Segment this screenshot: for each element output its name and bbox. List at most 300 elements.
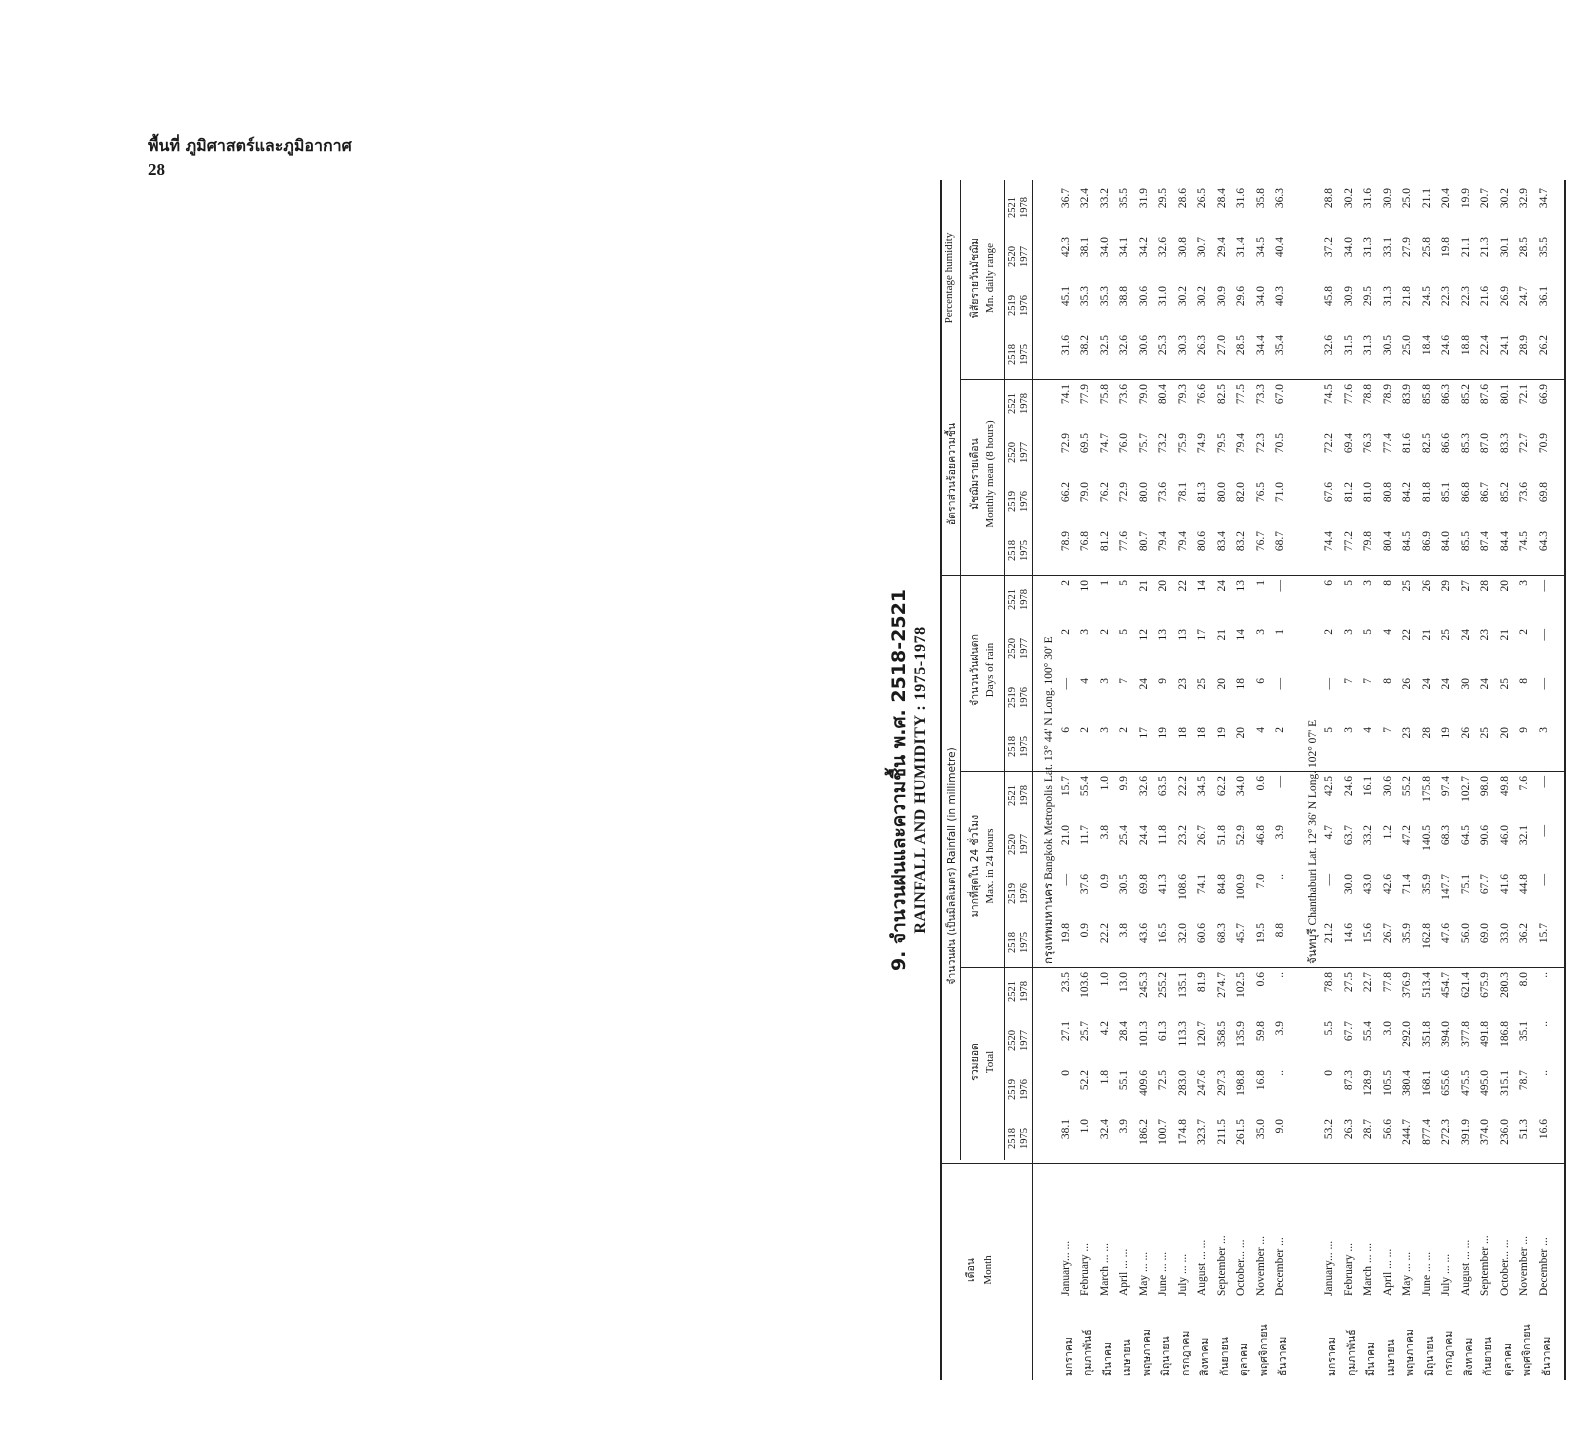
- table-cell: 41.3: [1157, 874, 1169, 895]
- table-cell: 22.4: [1479, 335, 1491, 356]
- table-cell: —: [1059, 874, 1072, 886]
- year-be-label: 2521: [1007, 785, 1018, 806]
- table-cell: 84.0: [1440, 531, 1452, 552]
- table-cell: 38.2: [1079, 335, 1091, 356]
- table-cell: 9.0: [1274, 1119, 1286, 1134]
- table-cell: 9: [1518, 727, 1530, 733]
- table-cell: 23: [1401, 727, 1413, 739]
- month-name-thai: ธันวาคม: [1540, 1336, 1553, 1376]
- table-cell: 491.8: [1479, 1021, 1491, 1047]
- month-name-english: October... ...: [1498, 1239, 1511, 1296]
- month-name-thai: พฤษภาคม: [1404, 1329, 1416, 1376]
- month-name-thai: ธันวาคม: [1277, 1336, 1289, 1376]
- table-cell: 80.7: [1137, 531, 1150, 552]
- table-cell: 87.3: [1342, 1070, 1355, 1091]
- table-cell: 77.4: [1381, 433, 1394, 454]
- table-cell: 29.4: [1215, 237, 1228, 258]
- month-name-english: January... ...: [1323, 1240, 1335, 1296]
- table-cell: 20: [1498, 727, 1511, 739]
- table-cell: 15.7: [1537, 923, 1550, 944]
- table-cell: 73.6: [1518, 482, 1530, 503]
- table-cell: 72.5: [1157, 1070, 1169, 1091]
- table-cell: 247.6: [1196, 1070, 1208, 1096]
- humidity-group-rule: [960, 180, 961, 572]
- table-cell: 30.2: [1176, 286, 1189, 307]
- table-cell: 78.9: [1381, 384, 1394, 405]
- table-cell: —: [1274, 776, 1286, 788]
- table-cell: —: [1323, 874, 1335, 886]
- table-cell: 55.2: [1401, 776, 1413, 797]
- table-cell: 32.6: [1118, 335, 1130, 356]
- table-cell: 25.0: [1401, 188, 1413, 209]
- table-cell: 3.9: [1118, 1119, 1130, 1134]
- month-name-english: October... ...: [1235, 1239, 1247, 1296]
- table-cell: 168.1: [1420, 1070, 1433, 1096]
- table-cell: 83.2: [1235, 531, 1247, 552]
- table-cell: 29.5: [1157, 188, 1169, 209]
- table-cell: ..: [1274, 1070, 1286, 1076]
- year-be-label: 2518: [1007, 540, 1018, 561]
- table-cell: 30.7: [1196, 237, 1208, 258]
- table-cell: 35.9: [1420, 874, 1433, 895]
- year-ad-label: 1978: [1019, 393, 1030, 414]
- table-cell: 78.9: [1059, 531, 1072, 552]
- table-cell: 244.7: [1401, 1119, 1413, 1145]
- table-cell: 83.4: [1215, 531, 1228, 552]
- table-cell: 351.8: [1420, 1021, 1433, 1047]
- table-cell: 19.8: [1440, 237, 1452, 258]
- table-cell: 51.8: [1215, 825, 1228, 846]
- table-cell: 26.3: [1342, 1119, 1355, 1140]
- table-cell: 454.7: [1440, 972, 1452, 998]
- month-name-thai: มิถุนายน: [1423, 1336, 1436, 1376]
- table-cell: 28.6: [1176, 188, 1189, 209]
- table-cell: 69.4: [1342, 433, 1355, 454]
- table-cell: 30.9: [1381, 188, 1394, 209]
- table-cell: 32.1: [1518, 825, 1530, 846]
- table-cell: 72.1: [1518, 384, 1530, 405]
- table-cell: 3.9: [1274, 1021, 1286, 1036]
- table-cell: —: [1274, 580, 1286, 592]
- year-be-label: 2521: [1007, 393, 1018, 414]
- table-cell: 76.0: [1118, 433, 1130, 454]
- daily-header-english: Mn. daily range: [984, 243, 996, 313]
- table-cell: 21.3: [1479, 237, 1491, 258]
- table-cell: 30.6: [1381, 776, 1394, 797]
- table-cell: 77.5: [1235, 384, 1247, 405]
- table-cell: 79.0: [1137, 384, 1150, 405]
- table-cell: 42.5: [1323, 776, 1335, 797]
- month-name-thai: ตุลาคม: [1501, 1342, 1514, 1376]
- table-cell: 19.5: [1254, 923, 1267, 944]
- table-cell: 44.8: [1518, 874, 1530, 895]
- total-header-english: Total: [984, 1050, 996, 1074]
- table-cell: 24: [1215, 580, 1228, 592]
- table-cell: 24: [1420, 678, 1433, 690]
- table-cell: 20.4: [1440, 188, 1452, 209]
- month-name-english: September ...: [1215, 1235, 1228, 1296]
- table-cell: 40.3: [1274, 286, 1286, 307]
- table-cell: 374.0: [1479, 1119, 1491, 1145]
- table-cell: 30.2: [1342, 188, 1355, 209]
- month-name-english: March ... ...: [1362, 1242, 1374, 1296]
- year-ad-label: 1977: [1019, 442, 1030, 463]
- monthly-header-english: Monthly mean (8 hours): [984, 420, 996, 528]
- table-cell: 3.9: [1274, 825, 1286, 840]
- table-cell: —: [1537, 874, 1550, 886]
- month-name-thai: กรกฎาคม: [1443, 1330, 1455, 1376]
- table-cell: 80.1: [1498, 384, 1511, 405]
- table-cell: 66.2: [1059, 482, 1072, 503]
- table-cell: 100.7: [1157, 1119, 1169, 1145]
- table-cell: 28.4: [1215, 188, 1228, 209]
- table-cell: 17: [1196, 629, 1208, 641]
- table-cell: 23: [1176, 678, 1189, 690]
- table-cell: 24.5: [1420, 286, 1433, 307]
- table-cell: 3: [1079, 629, 1091, 635]
- table-cell: 27.1: [1059, 1021, 1072, 1042]
- table-cell: 79.4: [1176, 531, 1189, 552]
- table-cell: 75.9: [1176, 433, 1189, 454]
- year-ad-label: 1978: [1019, 197, 1030, 218]
- table-cell: 25: [1498, 678, 1511, 690]
- table-cell: 73.6: [1118, 384, 1130, 405]
- table-cell: 31.4: [1235, 237, 1247, 258]
- table-cell: 261.5: [1235, 1119, 1247, 1145]
- table-cell: 128.9: [1362, 1070, 1374, 1096]
- table-cell: 77.9: [1079, 384, 1091, 405]
- table-cell: 27.0: [1215, 335, 1228, 356]
- table-cell: 0: [1323, 1070, 1335, 1076]
- table-cell: ..: [1537, 972, 1550, 978]
- table-cell: 86.9: [1420, 531, 1433, 552]
- table-cell: 77.6: [1342, 384, 1355, 405]
- table-cell: 74.1: [1059, 384, 1072, 405]
- monthly-header-thai: มัชฌิมรายเดือน: [969, 438, 981, 510]
- table-cell: 85.2: [1498, 482, 1511, 503]
- year-be-label: 2520: [1007, 442, 1018, 463]
- table-cell: 63.5: [1157, 776, 1169, 797]
- table-cell: 13: [1235, 580, 1247, 592]
- table-cell: 14.6: [1342, 923, 1355, 944]
- table-cell: 18.4: [1420, 335, 1433, 356]
- table-cell: 77.6: [1118, 531, 1130, 552]
- table-cell: 198.8: [1235, 1070, 1247, 1096]
- daily-header-thai: พิสัยรายวันมัชฌิม: [969, 237, 981, 319]
- table-cell: 34.1: [1118, 237, 1130, 258]
- table-cell: 25.3: [1157, 335, 1169, 356]
- table-cell: 12: [1137, 629, 1150, 641]
- table-cell: 80.4: [1157, 384, 1169, 405]
- table-cell: 90.6: [1479, 825, 1491, 846]
- table-cell: 36.7: [1059, 188, 1072, 209]
- table-cell: 73.3: [1254, 384, 1267, 405]
- year-ad-label: 1976: [1019, 1079, 1030, 1100]
- table-cell: 33.0: [1498, 923, 1511, 944]
- table-cell: 28.4: [1118, 1021, 1130, 1042]
- month-name-thai: กุมภาพันธ์: [1345, 1329, 1358, 1376]
- table-cell: 28.9: [1518, 335, 1530, 356]
- table-cell: 32.5: [1098, 335, 1111, 356]
- table-cell: —: [1537, 776, 1550, 788]
- table-cell: 35.1: [1518, 1021, 1530, 1042]
- table-cell: 76.2: [1098, 482, 1111, 503]
- table-cell: 26.5: [1196, 188, 1208, 209]
- table-cell: 74.4: [1323, 531, 1335, 552]
- table-cell: 85.2: [1459, 384, 1472, 405]
- table-cell: 135.1: [1176, 972, 1189, 998]
- table-cell: 3: [1098, 727, 1111, 733]
- table-cell: 2: [1323, 629, 1335, 635]
- table-cell: 5: [1342, 580, 1355, 586]
- table-cell: 24: [1459, 629, 1472, 641]
- table-cell: 67.7: [1479, 874, 1491, 895]
- table-cell: 4.7: [1323, 825, 1335, 840]
- table-cell: 31.6: [1362, 188, 1374, 209]
- table-cell: 5: [1362, 629, 1374, 635]
- table-cell: 1: [1098, 580, 1111, 586]
- table-cell: 23.5: [1059, 972, 1072, 993]
- year-be-label: 2519: [1007, 295, 1018, 316]
- table-cell: 45.7: [1235, 923, 1247, 944]
- table-cell: 30.6: [1137, 335, 1150, 356]
- table-cell: 79.3: [1176, 384, 1189, 405]
- table-cell: 394.0: [1440, 1021, 1452, 1047]
- table-cell: 3: [1098, 678, 1111, 684]
- month-col-rule: [940, 1163, 1564, 1164]
- table-cell: 75.1: [1459, 874, 1472, 895]
- table-cell: 43.6: [1137, 923, 1150, 944]
- table-cell: 16.5: [1157, 923, 1169, 944]
- table-cell: 380.4: [1401, 1070, 1413, 1096]
- table-cell: 21.6: [1479, 286, 1491, 307]
- table-cell: 11.8: [1157, 825, 1169, 845]
- table-cell: 32.0: [1176, 923, 1189, 944]
- table-cell: 73.2: [1157, 433, 1169, 454]
- table-cell: 2: [1059, 580, 1072, 586]
- table-cell: 49.8: [1498, 776, 1511, 797]
- table-cell: 102.7: [1459, 776, 1472, 802]
- table-cell: 98.0: [1479, 776, 1491, 797]
- table-cell: 32.6: [1157, 237, 1169, 258]
- table-cell: —: [1537, 678, 1550, 690]
- rainfall-group-header: จำนวนฝน (เป็นมิลลิเมตร) Rainfall (in millimetre): [946, 747, 958, 985]
- table-cell: 5.5: [1323, 1021, 1335, 1036]
- table-cell: 77.8: [1381, 972, 1394, 993]
- table-cell: 75.8: [1098, 384, 1111, 405]
- table-cell: 82.5: [1420, 433, 1433, 454]
- table-cell: 56.0: [1459, 923, 1472, 944]
- table-cell: 36.3: [1274, 188, 1286, 209]
- table-cell: 245.3: [1137, 972, 1150, 998]
- table-cell: 47.6: [1440, 923, 1452, 944]
- year-be-label: 2520: [1007, 638, 1018, 659]
- table-cell: 3: [1537, 727, 1550, 733]
- month-name-thai: กรกฎาคม: [1179, 1330, 1192, 1376]
- table-cell: 74.5: [1323, 384, 1335, 405]
- table-cell: 67.0: [1274, 384, 1286, 405]
- month-name-thai: สิงหาคม: [1462, 1337, 1475, 1376]
- table-cell: 175.8: [1420, 776, 1433, 802]
- table-cell: 45.8: [1323, 286, 1335, 307]
- table-cell: 21.1: [1420, 188, 1433, 209]
- table-cell: 80.4: [1381, 531, 1394, 552]
- table-cell: 80.6: [1196, 531, 1208, 552]
- table-cell: 81.8: [1420, 482, 1433, 503]
- table-cell: 76.6: [1196, 384, 1208, 405]
- table-cell: —: [1537, 825, 1550, 837]
- table-cell: 26: [1401, 678, 1413, 690]
- table-cell: 621.4: [1459, 972, 1472, 998]
- year-be-label: 2521: [1007, 589, 1018, 610]
- humidity-group-header-english: Percentage humidity: [943, 232, 955, 324]
- month-name-thai: กุมภาพันธ์: [1082, 1329, 1094, 1376]
- table-cell: 35.0: [1254, 1119, 1267, 1140]
- table-cell: 85.8: [1420, 384, 1433, 405]
- table-cell: 55.4: [1362, 1021, 1374, 1042]
- table-cell: 140.5: [1420, 825, 1433, 851]
- table-cell: 22: [1176, 580, 1189, 592]
- table-cell: —: [1323, 678, 1335, 690]
- table-cell: 297.3: [1215, 1070, 1228, 1096]
- table-cell: 11.7: [1079, 825, 1091, 845]
- table-cell: 0: [1059, 1070, 1072, 1076]
- table-cell: 37.2: [1323, 237, 1335, 258]
- table-cell: 147.7: [1440, 874, 1452, 900]
- table-cell: 84.2: [1401, 482, 1413, 503]
- table-cell: 19: [1440, 727, 1452, 739]
- table-cell: 34.0: [1098, 237, 1111, 258]
- table-cell: 33.1: [1381, 237, 1394, 258]
- table-cell: 76.8: [1079, 531, 1091, 552]
- table-cell: 72.3: [1254, 433, 1267, 454]
- table-cell: 21.1: [1459, 237, 1472, 258]
- table-cell: 475.5: [1459, 1070, 1472, 1096]
- table-cell: 32.6: [1137, 776, 1150, 797]
- month-header-english: Month: [982, 1255, 994, 1285]
- table-cell: 68.7: [1274, 531, 1286, 552]
- table-cell: 10: [1079, 580, 1091, 592]
- table-cell: 2: [1059, 629, 1072, 635]
- month-name-english: June ... ...: [1157, 1251, 1169, 1296]
- table-cell: 79.4: [1157, 531, 1169, 552]
- rainfall-humidity-table: [880, 180, 1570, 1380]
- table-cell: 4: [1381, 629, 1394, 635]
- table-cell: 0.6: [1254, 776, 1267, 791]
- table-cell: 87.4: [1479, 531, 1491, 552]
- year-be-label: 2520: [1007, 246, 1018, 267]
- table-cell: 22.3: [1440, 286, 1452, 307]
- table-cell: 72.2: [1323, 433, 1335, 454]
- table-cell: 37.6: [1079, 874, 1091, 895]
- table-cell: 47.2: [1401, 825, 1413, 846]
- table-cell: 46.0: [1498, 825, 1511, 846]
- table-cell: 31.3: [1362, 237, 1374, 258]
- table-cell: 67.7: [1342, 1021, 1355, 1042]
- table-cell: 35.3: [1079, 286, 1091, 307]
- table-cell: 2: [1274, 727, 1286, 733]
- table-cell: 3: [1518, 580, 1530, 586]
- table-cell: 7: [1381, 727, 1394, 733]
- table-cell: 75.7: [1137, 433, 1150, 454]
- table-cell: 323.7: [1196, 1119, 1208, 1145]
- table-cell: 61.3: [1157, 1021, 1169, 1042]
- table-cell: 31.5: [1342, 335, 1355, 356]
- table-cell: 3.0: [1381, 1021, 1394, 1036]
- year-be-label: 2519: [1007, 1079, 1018, 1100]
- table-cell: 34.7: [1537, 188, 1550, 209]
- month-header-thai: เดือน: [965, 1258, 977, 1282]
- table-cell: 33.2: [1098, 188, 1111, 209]
- table-cell: 30.3: [1176, 335, 1189, 356]
- table-cell: 55.1: [1118, 1070, 1130, 1091]
- month-name-thai: พฤศจิกายน: [1257, 1324, 1270, 1376]
- table-cell: 36.1: [1537, 286, 1550, 307]
- table-cell: 19: [1215, 727, 1228, 739]
- table-cell: 28: [1420, 727, 1433, 739]
- table-cell: 84.5: [1401, 531, 1413, 552]
- table-cell: 18.8: [1459, 335, 1472, 356]
- year-be-label: 2519: [1007, 883, 1018, 904]
- table-cell: 27.5: [1342, 972, 1355, 993]
- table-cell: 81.3: [1196, 482, 1208, 503]
- table-cell: 64.5: [1459, 825, 1472, 846]
- table-cell: 25.8: [1420, 237, 1433, 258]
- table-cell: 28.7: [1362, 1119, 1374, 1140]
- table-cell: 22.2: [1098, 923, 1111, 944]
- table-cell: 28: [1479, 580, 1491, 592]
- table-cell: 6: [1059, 727, 1072, 733]
- month-name-thai: มกราคม: [1062, 1337, 1075, 1376]
- table-cell: 30.9: [1215, 286, 1228, 307]
- table-cell: 81.9: [1196, 972, 1208, 993]
- table-cell: 102.5: [1235, 972, 1247, 998]
- table-cell: 21: [1420, 629, 1433, 641]
- table-cell: 73.6: [1157, 482, 1169, 503]
- table-cell: 38.1: [1059, 1119, 1072, 1140]
- month-name-english: March ... ...: [1098, 1242, 1111, 1296]
- table-cell: 29.6: [1235, 286, 1247, 307]
- table-cell: 78.7: [1518, 1070, 1530, 1091]
- table-cell: ..: [1537, 1070, 1550, 1076]
- table-cell: 68.3: [1215, 923, 1228, 944]
- table-cell: 655.6: [1440, 1070, 1452, 1096]
- table-cell: 31.3: [1362, 335, 1374, 356]
- year-be-label: 2518: [1007, 1128, 1018, 1149]
- table-cell: 26.2: [1537, 335, 1550, 356]
- table-cell: ..: [1274, 972, 1286, 978]
- table-cell: 35.8: [1254, 188, 1267, 209]
- table-cell: 30: [1459, 678, 1472, 690]
- table-cell: 32.4: [1079, 188, 1091, 209]
- table-cell: 3: [1362, 580, 1374, 586]
- table-cell: 15.7: [1059, 776, 1072, 797]
- table-cell: 25.4: [1118, 825, 1130, 846]
- table-cell: 3: [1342, 727, 1355, 733]
- table-cell: 3.8: [1118, 923, 1130, 938]
- table-bottom-rule: [1564, 180, 1566, 1380]
- table-cell: 85.5: [1459, 531, 1472, 552]
- table-cell: 26.7: [1381, 923, 1394, 944]
- table-cell: 72.9: [1059, 433, 1072, 454]
- table-cell: 17: [1137, 727, 1150, 739]
- table-cell: 35.3: [1098, 286, 1111, 307]
- table-cell: 4: [1079, 678, 1091, 684]
- month-name-thai: พฤษภาคม: [1140, 1329, 1153, 1376]
- table-cell: 1.0: [1098, 972, 1111, 987]
- table-cell: 7.6: [1518, 776, 1530, 791]
- table-cell: 79.5: [1215, 433, 1228, 454]
